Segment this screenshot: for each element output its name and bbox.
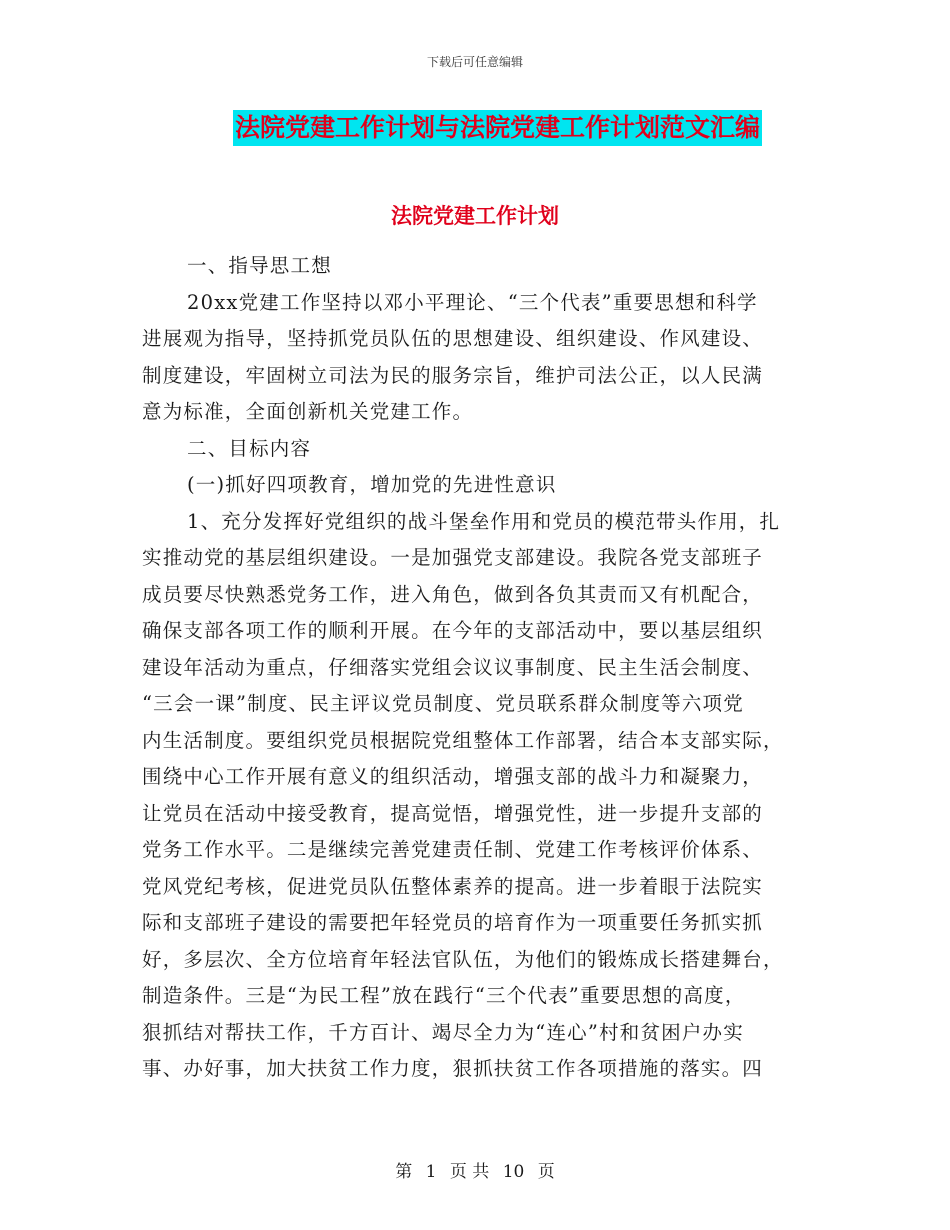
footer-total-pages: 10 xyxy=(502,1162,525,1182)
document-title-container xyxy=(0,110,950,146)
text-line: 制度建设，牢固树立司法为民的服务宗旨，维护司法公正，以人民满 xyxy=(142,363,764,387)
text-line: 成员要尽快熟悉党务工作，进入角色，做到各负其责而又有机配合， xyxy=(142,582,764,606)
text-line: 确保支部各项工作的顺利开展。在今年的支部活动中，要以基层组织 xyxy=(142,619,764,642)
text-line: (一)抓好四项教育，增加党的先进性意识 xyxy=(187,473,557,496)
text-line: 二、目标内容 xyxy=(187,436,312,460)
text-line: 一、指导思工想 xyxy=(187,254,332,277)
footer-middle: 页 共 xyxy=(449,1162,490,1182)
text-line: 制造条件。三是“为民工程”放在践行“三个代表”重要思想的高度， xyxy=(142,984,746,1007)
text-line: 内生活制度。要组织党员根据院党组整体工作部署，结合本支部实际， xyxy=(142,728,784,752)
text-line: 建设年活动为重点，仔细落实党组会议议事制度、民主生活会制度、 xyxy=(142,655,764,679)
text-line: 围绕中心工作开展有意义的组织活动，增强支部的战斗力和凝聚力， xyxy=(142,765,764,788)
text-line: 际和支部班子建设的需要把年轻党员的培育作为一项重要任务抓实抓 xyxy=(142,911,764,934)
text-line: 意为标准，全面创新机关党建工作。 xyxy=(142,400,474,423)
footer-suffix: 页 xyxy=(537,1162,555,1182)
footer-prefix: 第 xyxy=(395,1162,413,1182)
text-line: 实推动党的基层组织建设。一是加强党支部建设。我院各党支部班子 xyxy=(142,546,764,569)
text-line: 1、充分发挥好党组织的战斗堡垒作用和党员的模范带头作用，扎 xyxy=(187,509,781,533)
text-line: 20xx党建工作坚持以邓小平理论、“三个代表”重要思想和科学 xyxy=(187,290,758,314)
page-footer xyxy=(0,1157,950,1182)
text-line: 好，多层次、全方位培育年轻法官队伍，为他们的锻炼成长搭建舞台， xyxy=(142,947,784,971)
text-line: 党风党纪考核，促进党员队伍整体素养的提高。进一步着眼于法院实 xyxy=(142,874,764,898)
section-title: 法院党建工作计划 xyxy=(391,203,559,228)
text-line: “三会一课”制度、民主评议党员制度、党员联系群众制度等六项党 xyxy=(142,692,744,715)
header-note: 下载后可任意编辑 xyxy=(426,55,523,69)
text-line: 让党员在活动中接受教育，提高觉悟，增强党性，进一步提升支部的 xyxy=(142,801,764,825)
footer-page-number: 1 xyxy=(425,1162,437,1182)
body-text xyxy=(142,248,812,1088)
text-line: 狠抓结对帮扶工作，千方百计、竭尽全力为“连心”村和贫困户办实 xyxy=(142,1020,744,1044)
text-line: 事、办好事，加大扶贫工作力度，狠抓扶贫工作各项措施的落实。四 xyxy=(142,1057,764,1080)
text-line: 进展观为指导，坚持抓党员队伍的思想建设、组织建设、作风建设、 xyxy=(142,327,764,350)
text-line: 党务工作水平。二是继续完善党建责任制、党建工作考核评价体系、 xyxy=(142,838,764,861)
document-title: 法院党建工作计划与法院党建工作计划范文汇编 xyxy=(233,110,762,146)
